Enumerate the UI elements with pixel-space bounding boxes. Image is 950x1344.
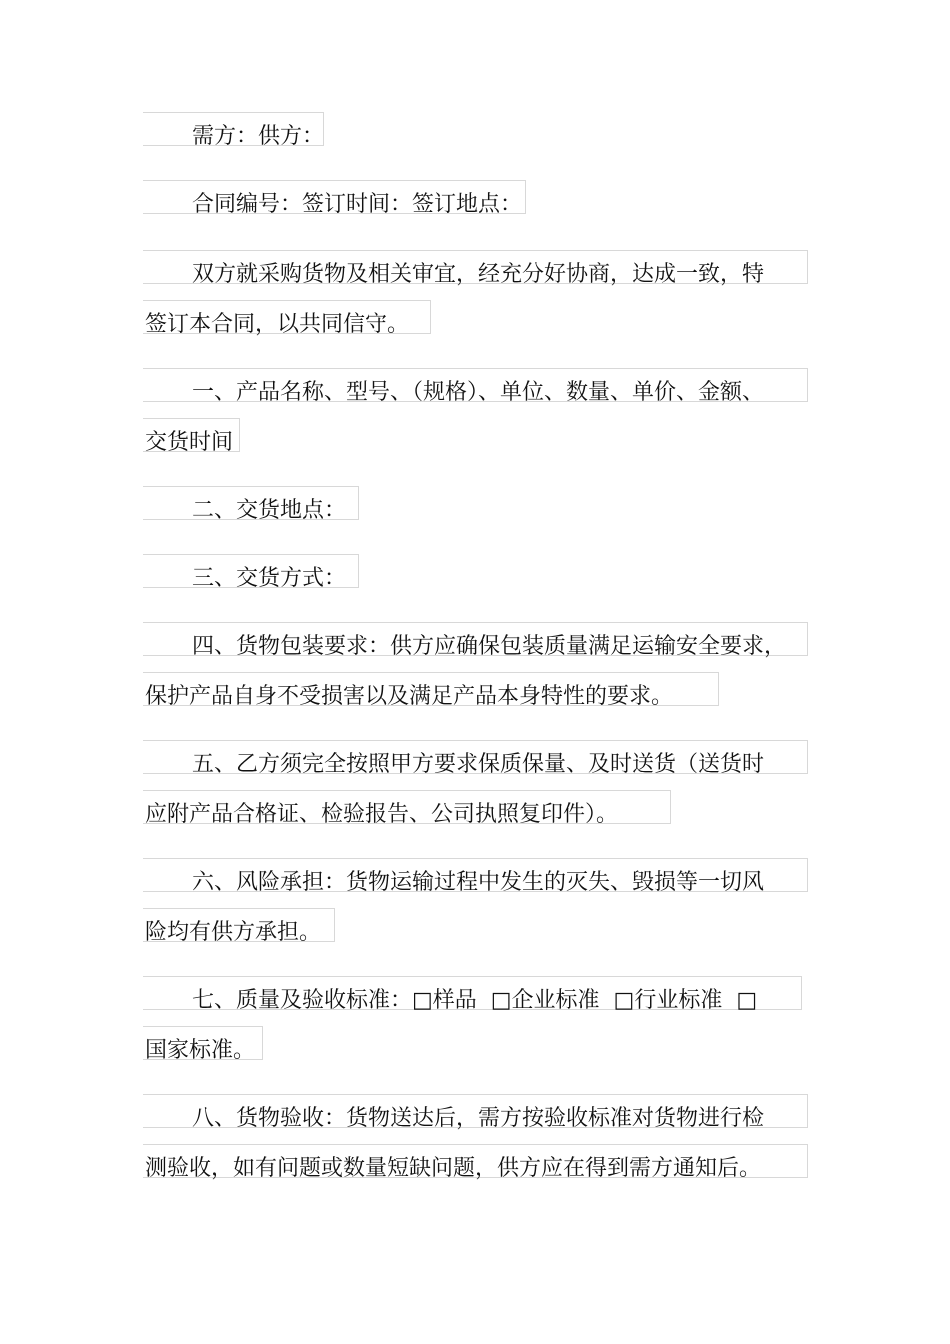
- clause-4-line-2: 保护产品自身不受损害以及满足产品本身特性的要求。: [145, 684, 674, 709]
- preamble-paragraph: [143, 250, 807, 350]
- contract-meta-line: [143, 180, 807, 230]
- clause-5-line-1: 五、乙方须完全按照甲方要求保质保量、及时送货（送货时: [192, 752, 765, 777]
- clause-5: [143, 740, 807, 840]
- preamble-line-2: 签订本合同，以共同信守。: [145, 312, 410, 337]
- clause-4: [143, 622, 807, 722]
- clause-5-line-2: 应附产品合格证、检验报告、公司执照复印件）。: [145, 802, 619, 827]
- clause-6-line-2: 险均有供方承担。: [145, 920, 322, 945]
- clause-8-line-1: 八、货物验收：货物送达后，需方按验收标准对货物进行检: [192, 1106, 765, 1131]
- clause-4-line-1: 四、货物包装要求：供方应确保包装质量满足运输安全要求，: [192, 634, 787, 659]
- contract-meta-text: 合同编号：签订时间：签订地点：: [192, 192, 523, 217]
- clause-3-text: 三、交货方式：: [192, 566, 347, 591]
- parties-line: [143, 112, 807, 162]
- clause-1-line-1: 一、产品名称、型号、（规格）、单位、数量、单价、金额、: [192, 380, 765, 405]
- preamble-line-1: 双方就采购货物及相关审宜，经充分好协商，达成一致，特: [192, 262, 765, 287]
- clause-7-line-2: 国家标准。: [145, 1038, 256, 1063]
- clause-7-line-1: 七、质量及验收标准：□样品 □企业标准 □行业标准 □: [192, 988, 758, 1013]
- clause-6: [143, 858, 807, 958]
- clause-1: [143, 368, 807, 468]
- clause-8-line-2: 测验收，如有问题或数量短缺问题，供方应在得到需方通知后。: [145, 1156, 762, 1181]
- clause-7: [143, 976, 807, 1076]
- clause-1-line-2: 交货时间: [145, 430, 234, 455]
- clause-3: [143, 554, 807, 604]
- clause-2-text: 二、交货地点：: [192, 498, 347, 523]
- clause-8: [143, 1094, 807, 1194]
- parties-text: 需方：供方：: [192, 124, 325, 149]
- clause-6-line-1: 六、风险承担：货物运输过程中发生的灭失、毁损等一切风: [192, 870, 765, 895]
- clause-2: [143, 486, 807, 536]
